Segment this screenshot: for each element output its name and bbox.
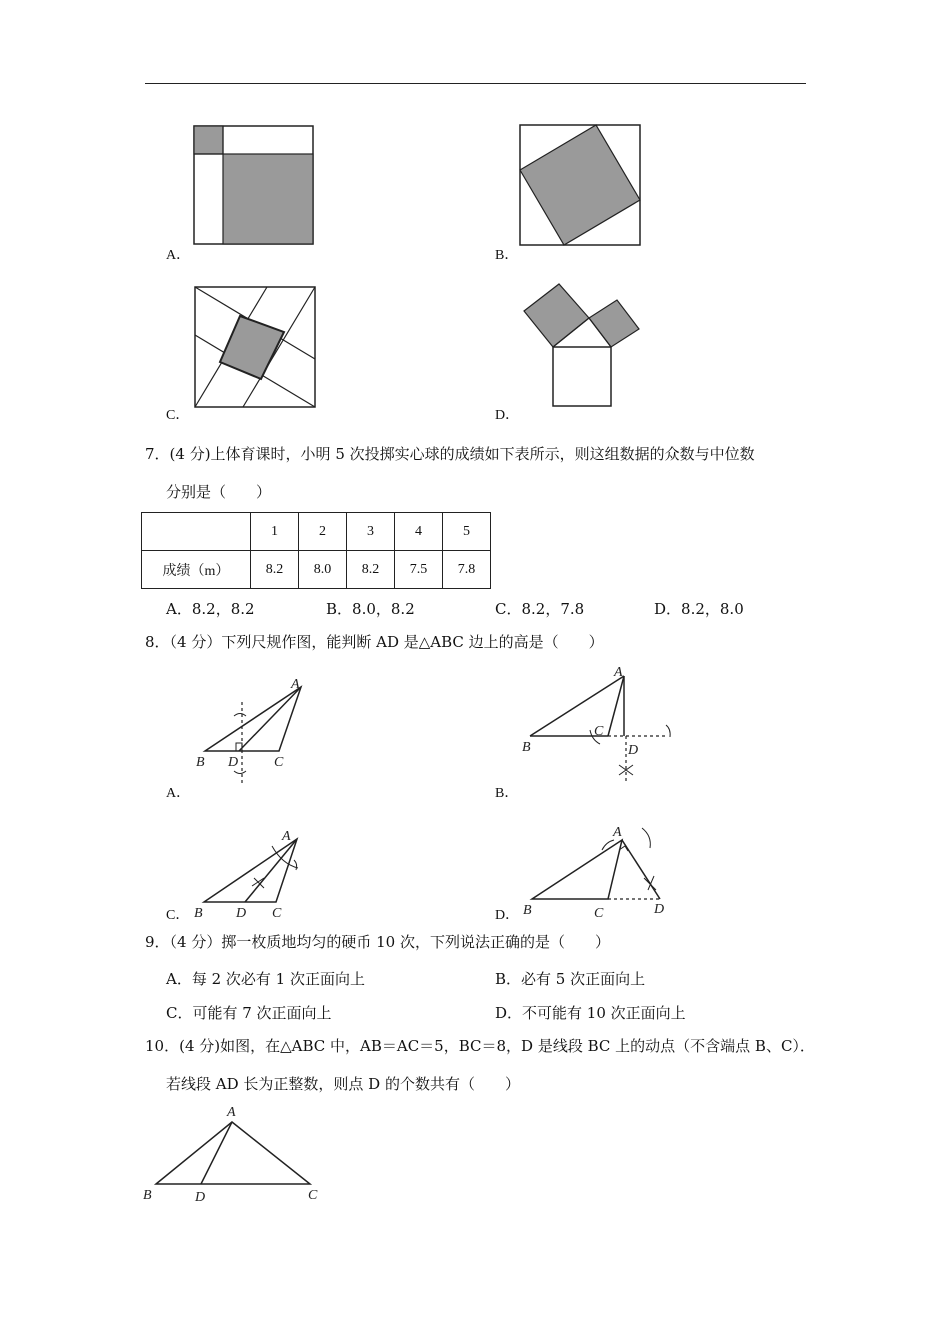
table-cell: 7.5 xyxy=(395,551,443,589)
point-label: A xyxy=(282,829,291,844)
point-label: B xyxy=(194,906,203,921)
point-label: A xyxy=(291,677,300,692)
point-label: C xyxy=(272,906,282,921)
q8-option-b[interactable]: B． xyxy=(495,786,519,801)
point-label: D xyxy=(236,906,247,921)
q8-option-d[interactable]: D． xyxy=(495,908,520,923)
q9-option-d[interactable]: D．不可能有 10 次正面向上 xyxy=(495,1004,686,1022)
q6-figure-c xyxy=(192,284,318,410)
point-label: B xyxy=(196,755,205,770)
q8-option-c[interactable]: C． xyxy=(166,908,190,923)
q8-figure-b xyxy=(516,660,674,785)
q8-option-a[interactable]: A． xyxy=(166,786,191,801)
table-row xyxy=(142,551,491,589)
table-header-cell: 1 xyxy=(251,513,299,551)
q7-option-a[interactable]: A．8.2，8.2 xyxy=(166,600,255,618)
q6-figure-d xyxy=(520,280,644,412)
point-label: A xyxy=(613,825,622,840)
q10-stem-line2: 若线段 AD 长为正整数，则点 D 的个数共有（ ） xyxy=(166,1075,520,1093)
table-header-cell: 2 xyxy=(299,513,347,551)
point-label: C xyxy=(274,755,284,770)
q8-figure-d xyxy=(516,820,674,922)
q9-option-c[interactable]: C．可能有 7 次正面向上 xyxy=(166,1004,332,1022)
q6-option-c[interactable]: C． xyxy=(166,408,190,423)
q7-stem-line1: 7．(4 分)上体育课时，小明 5 次投掷实心球的成绩如下表所示，则这组数据的众数与中位数 xyxy=(145,445,755,463)
point-label: A xyxy=(614,665,623,680)
point-label: D xyxy=(654,902,665,917)
point-label: D xyxy=(628,743,639,758)
q8-figure-c xyxy=(190,824,320,922)
point-label: B xyxy=(143,1188,152,1203)
point-label: A xyxy=(227,1105,236,1120)
point-label: C xyxy=(308,1188,318,1203)
score-table xyxy=(141,512,491,589)
q10-stem-line1: 10．(4 分)如图，在△ABC 中，AB＝AC＝5，BC＝8，D 是线段 BC 上的动点（不含端点 B、C）． xyxy=(145,1037,815,1055)
table-row-label: 成绩（m） xyxy=(142,551,251,589)
point-label: C xyxy=(594,724,604,739)
header-rule xyxy=(145,83,806,84)
table-header-row xyxy=(142,513,491,551)
q8-stem: 8．（4 分）下列尺规作图，能判断 AD 是△ABC 边上的高是（ ） xyxy=(145,633,604,651)
point-label: C xyxy=(594,906,604,921)
q6-option-a[interactable]: A． xyxy=(166,248,191,263)
point-label: D xyxy=(228,755,239,770)
q7-option-d[interactable]: D．8.2，8.0 xyxy=(654,600,744,618)
q7-option-c[interactable]: C．8.2，7.8 xyxy=(495,600,585,618)
q7-stem-line2: 分别是（ ） xyxy=(166,483,272,501)
table-header-cell: 5 xyxy=(443,513,491,551)
q8-figure-a xyxy=(190,672,320,787)
q6-figure-a xyxy=(190,122,320,248)
q9-option-b[interactable]: B．必有 5 次正面向上 xyxy=(495,970,646,988)
point-label: B xyxy=(523,903,532,918)
table-cell: 7.8 xyxy=(443,551,491,589)
point-label: D xyxy=(195,1190,206,1205)
q9-stem: 9．（4 分）掷一枚质地均匀的硬币 10 次，下列说法正确的是（ ） xyxy=(145,933,610,951)
q6-option-d[interactable]: D． xyxy=(495,408,520,423)
q9-option-a[interactable]: A．每 2 次必有 1 次正面向上 xyxy=(166,970,365,988)
q10-figure xyxy=(138,1100,334,1206)
table-cell: 8.2 xyxy=(251,551,299,589)
q7-option-b[interactable]: B．8.0，8.2 xyxy=(326,600,415,618)
point-label: B xyxy=(522,740,531,755)
table-header-cell: 4 xyxy=(395,513,443,551)
table-cell: 8.2 xyxy=(347,551,395,589)
q6-option-b[interactable]: B． xyxy=(495,248,519,263)
q6-figure-b xyxy=(516,122,644,248)
table-header-cell: 3 xyxy=(347,513,395,551)
table-header-cell xyxy=(142,513,251,551)
table-cell: 8.0 xyxy=(299,551,347,589)
